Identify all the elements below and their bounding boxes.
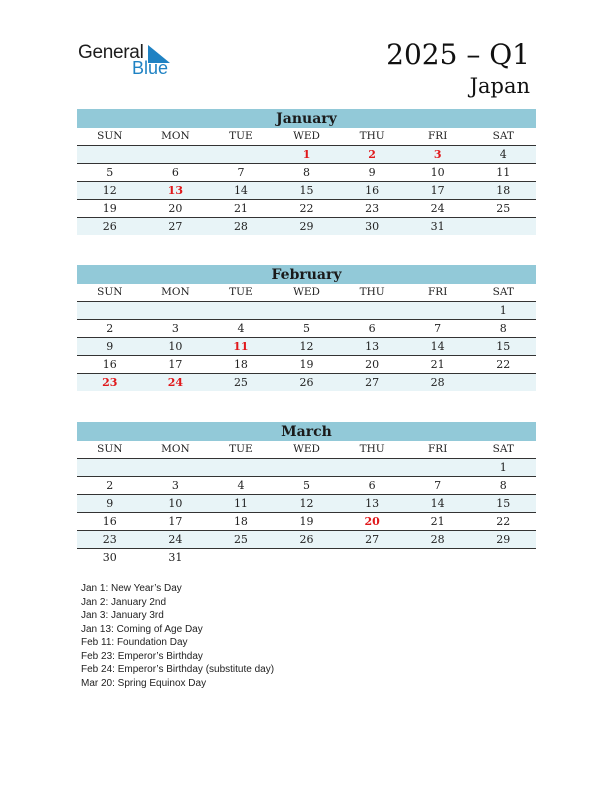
day-cell	[470, 374, 536, 391]
day-cell	[405, 302, 471, 319]
day-cell: 25	[496, 202, 511, 215]
day-cell: 16	[365, 184, 380, 197]
day-cell: 10	[168, 340, 183, 353]
month-title: March	[77, 422, 536, 441]
day-cell	[405, 459, 471, 476]
day-cell: 22	[299, 202, 314, 215]
day-cell	[274, 459, 340, 476]
day-cell: 13	[365, 340, 380, 353]
weekday-label: WED	[293, 130, 320, 142]
day-cell: 18	[496, 184, 511, 197]
day-cell: 30	[365, 220, 380, 233]
day-cell: 15	[496, 340, 511, 353]
day-cell	[208, 459, 274, 476]
holiday-note: Feb 24: Emperor’s Birthday (substitute day)	[81, 664, 275, 675]
weekday-label: SUN	[97, 130, 123, 142]
day-cell: 26	[299, 376, 314, 389]
generalblue-logo	[78, 42, 178, 78]
day-cell: 2	[106, 479, 114, 492]
day-cell: 29	[496, 533, 511, 546]
weekday-label: SUN	[97, 443, 123, 455]
day-cell	[77, 459, 143, 476]
weekday-label: MON	[161, 286, 190, 298]
day-cell: 26	[102, 220, 117, 233]
week-row	[77, 549, 536, 566]
day-cell: 4	[499, 148, 507, 161]
day-cell	[274, 302, 340, 319]
day-cell	[77, 302, 143, 319]
holiday-note: Jan 1: New Year’s Day	[81, 583, 182, 594]
holiday-note: Jan 2: January 2nd	[81, 596, 167, 608]
day-cell	[143, 302, 209, 319]
day-cell: 5	[303, 479, 311, 492]
holiday-day-cell: 1	[302, 148, 311, 161]
day-cell: 28	[233, 220, 248, 233]
weekday-label: THU	[359, 130, 385, 142]
day-cell: 12	[299, 340, 314, 353]
month-title: January	[77, 109, 536, 128]
month-title: February	[77, 265, 536, 284]
day-cell: 11	[233, 497, 248, 510]
day-cell: 1	[499, 304, 507, 317]
day-cell: 27	[365, 533, 380, 546]
day-cell: 19	[102, 202, 117, 215]
month-march	[77, 422, 536, 566]
day-cell	[470, 549, 536, 566]
day-cell: 28	[430, 533, 445, 546]
weekday-label: FRI	[428, 286, 448, 298]
day-cell: 3	[171, 479, 179, 492]
week-row	[77, 459, 536, 477]
holiday-note: Jan 13: Coming of Age Day	[81, 623, 203, 635]
holiday-note: Feb 11: Foundation Day	[81, 637, 188, 648]
day-cell: 18	[233, 515, 248, 528]
day-cell: 1	[499, 461, 507, 474]
day-cell: 18	[233, 358, 248, 371]
week-row	[77, 513, 536, 531]
holiday-day-cell: 24	[167, 376, 184, 389]
day-cell: 25	[233, 376, 248, 389]
day-cell: 22	[496, 515, 511, 528]
day-cell	[339, 549, 405, 566]
weekday-label: TUE	[229, 130, 253, 142]
day-cell: 16	[102, 515, 117, 528]
week-row	[77, 182, 536, 200]
day-cell	[470, 218, 536, 235]
day-cell: 8	[499, 322, 507, 335]
day-cell: 14	[233, 184, 248, 197]
day-cell: 25	[233, 533, 248, 546]
day-cell: 6	[368, 322, 376, 335]
weekday-label: SUN	[97, 286, 123, 298]
holiday-note: Jan 3: January 3rd	[81, 610, 164, 621]
day-cell: 17	[430, 184, 445, 197]
day-cell: 2	[106, 322, 114, 335]
day-cell: 5	[106, 166, 114, 179]
day-cell: 7	[434, 322, 442, 335]
holiday-day-cell: 11	[233, 340, 249, 353]
day-cell: 31	[430, 220, 445, 233]
holiday-day-cell: 20	[364, 515, 380, 528]
weekday-header-row	[77, 284, 536, 302]
week-row	[77, 164, 536, 182]
day-cell	[143, 146, 209, 163]
day-cell: 30	[102, 551, 117, 564]
weekday-header-row	[77, 128, 536, 146]
day-cell: 15	[299, 184, 314, 197]
day-cell: 4	[237, 479, 245, 492]
day-cell: 23	[102, 533, 117, 546]
day-cell: 16	[102, 358, 117, 371]
weekday-label: SAT	[492, 443, 514, 455]
weekday-label: WED	[293, 286, 320, 298]
country-name: Japan	[469, 74, 530, 98]
weekday-label: TUE	[229, 286, 253, 298]
day-cell: 5	[303, 322, 311, 335]
logo-blue-text: Blue	[132, 58, 169, 78]
day-cell: 9	[106, 340, 114, 353]
day-cell	[208, 302, 274, 319]
day-cell: 28	[430, 376, 445, 389]
day-cell: 17	[168, 515, 183, 528]
page-title: 2025 – Q1	[386, 38, 530, 71]
day-cell: 27	[365, 376, 380, 389]
week-row	[77, 302, 536, 320]
week-row	[77, 338, 536, 356]
day-cell: 24	[168, 533, 183, 546]
week-row	[77, 477, 536, 495]
day-cell: 21	[430, 358, 445, 371]
day-cell: 6	[171, 166, 179, 179]
weekday-label: FRI	[428, 130, 448, 142]
day-cell: 14	[430, 497, 445, 510]
day-cell: 20	[365, 358, 380, 371]
day-cell	[77, 146, 143, 163]
weekday-label: SAT	[492, 130, 514, 142]
week-row	[77, 218, 536, 235]
day-cell: 14	[430, 340, 445, 353]
month-january	[77, 109, 536, 235]
day-cell: 10	[168, 497, 183, 510]
day-cell: 20	[168, 202, 183, 215]
day-cell: 4	[237, 322, 245, 335]
day-cell: 22	[496, 358, 511, 371]
day-cell: 19	[299, 515, 314, 528]
holiday-day-cell: 3	[433, 148, 442, 161]
week-row	[77, 356, 536, 374]
day-cell: 11	[496, 166, 511, 179]
holiday-day-cell: 23	[102, 376, 118, 389]
holiday-day-cell: 2	[368, 148, 376, 161]
week-row	[77, 200, 536, 218]
day-cell: 21	[430, 515, 445, 528]
day-cell: 29	[299, 220, 314, 233]
logo-general-text: General	[78, 42, 144, 63]
day-cell	[208, 146, 274, 163]
day-cell	[339, 459, 405, 476]
day-cell	[143, 459, 209, 476]
day-cell: 12	[299, 497, 314, 510]
week-row	[77, 374, 536, 391]
week-row	[77, 531, 536, 549]
day-cell: 13	[365, 497, 380, 510]
day-cell: 19	[299, 358, 314, 371]
weekday-label: MON	[161, 130, 190, 142]
week-row	[77, 495, 536, 513]
month-february	[77, 265, 536, 391]
day-cell: 3	[171, 322, 179, 335]
day-cell: 7	[237, 166, 245, 179]
day-cell: 15	[496, 497, 511, 510]
day-cell: 31	[168, 551, 183, 564]
day-cell	[274, 549, 340, 566]
weekday-label: THU	[359, 443, 385, 455]
day-cell	[339, 302, 405, 319]
weekday-label: TUE	[229, 443, 253, 455]
week-row	[77, 146, 536, 164]
day-cell: 21	[233, 202, 248, 215]
day-cell: 10	[430, 166, 445, 179]
day-cell: 17	[168, 358, 183, 371]
day-cell	[405, 549, 471, 566]
weekday-label: THU	[359, 286, 385, 298]
day-cell: 24	[430, 202, 445, 215]
day-cell: 8	[499, 479, 507, 492]
weekday-label: SAT	[492, 286, 514, 298]
day-cell: 7	[434, 479, 442, 492]
weekday-label: MON	[161, 443, 190, 455]
day-cell: 23	[365, 202, 380, 215]
day-cell	[208, 549, 274, 566]
day-cell: 9	[106, 497, 114, 510]
day-cell: 26	[299, 533, 314, 546]
day-cell: 27	[168, 220, 183, 233]
day-cell: 6	[368, 479, 376, 492]
day-cell: 9	[368, 166, 376, 179]
holiday-note: Feb 23: Emperor’s Birthday	[81, 650, 203, 662]
holiday-note: Mar 20: Spring Equinox Day	[81, 677, 207, 689]
day-cell: 12	[102, 184, 117, 197]
weekday-label: FRI	[428, 443, 448, 455]
weekday-header-row	[77, 441, 536, 459]
holiday-day-cell: 13	[167, 184, 184, 197]
weekday-label: WED	[293, 443, 320, 455]
holiday-list	[81, 582, 274, 690]
week-row	[77, 320, 536, 338]
day-cell: 8	[303, 166, 311, 179]
